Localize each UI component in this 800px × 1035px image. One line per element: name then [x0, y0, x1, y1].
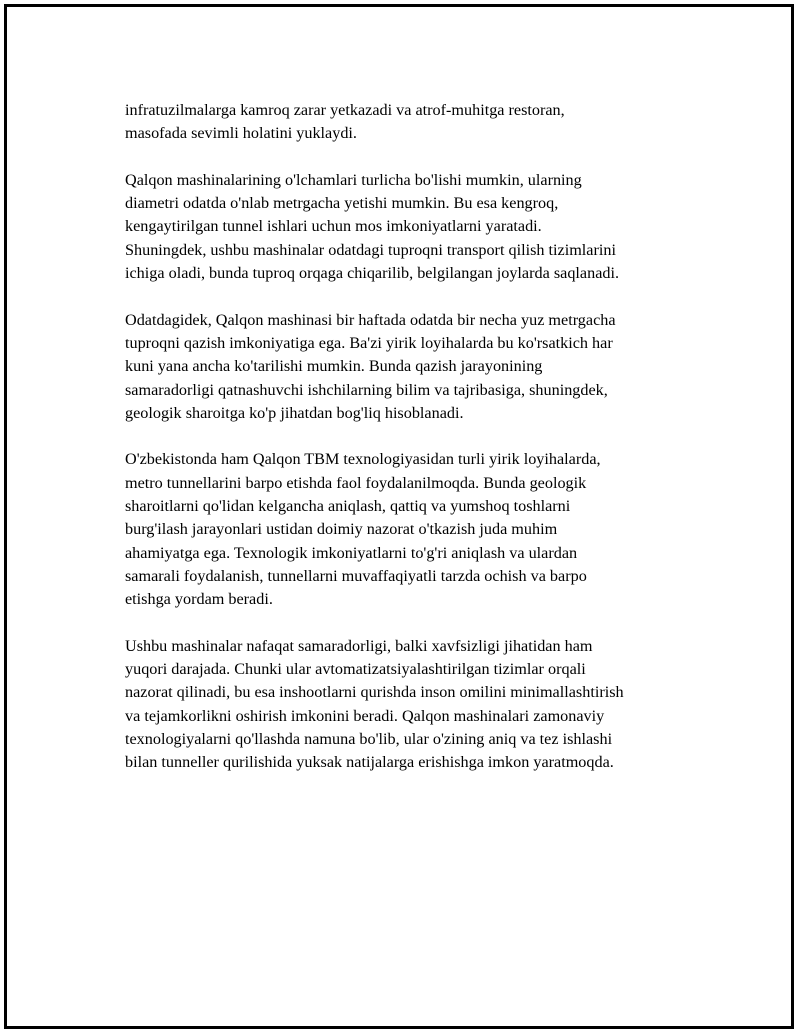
paragraph-1 [125, 99, 705, 146]
paragraph-2 [125, 169, 705, 285]
text-line: diametri odatda o'nlab metrgacha yetishi mumkin. Bu esa kengroq, [125, 194, 559, 213]
page-frame [4, 4, 794, 1029]
text-line: Ushbu mashinalar nafaqat samaradorligi, balki xavfsizligi jihatidan ham [125, 636, 593, 655]
paragraph-4 [125, 448, 705, 611]
text-line: metro tunnellarini barpo etishda faol foydalanilmoqda. Bunda geologik [125, 473, 587, 492]
text-line: ichiga oladi, bunda tuproq orqaga chiqarilib, belgilangan joylarda saqlanadi. [125, 264, 620, 283]
text-line: samarali foydalanish, tunnellarni muvaffaqiyatli tarzda ochish va barpo [125, 566, 587, 585]
paragraph-5 [125, 635, 705, 775]
text-line: samaradorligi qatnashuvchi ishchilarning bilim va tajribasiga, shuningdek, [125, 380, 608, 399]
text-line: Shuningdek, ushbu mashinalar odatdagi tuproqni transport qilish tizimlarini [125, 240, 616, 259]
text-line: sharoitlarni qo'lidan kelgancha aniqlash, qattiq va yumshoq toshlarni [125, 497, 571, 516]
text-line: bilan tunneller qurilishida yuksak natijalarga erishishga imkon yaratmoqda. [125, 753, 614, 772]
text-line: burg'ilash jarayonlari ustidan doimiy nazorat o'tkazish juda muhim [125, 520, 558, 539]
text-line: tuproqni qazish imkoniyatiga ega. Ba'zi yirik loyihalarda bu ko'rsatkich har [125, 333, 613, 352]
text-line: texnologiyalarni qo'llashda namuna bo'lib, ular o'zining aniq va tez ishlashi [125, 730, 613, 749]
text-line: ahamiyatga ega. Texnologik imkoniyatlarni to'g'ri aniqlash va ulardan [125, 543, 578, 562]
paragraph-3 [125, 309, 705, 425]
text-line: nazorat qilinadi, bu esa inshootlarni qurishda inson omilini minimallashtirish [125, 683, 624, 702]
text-line: yuqori darajada. Chunki ular avtomatizatsiyalashtirilgan tizimlar orqali [125, 660, 586, 679]
text-line: kengaytirilgan tunnel ishlari uchun mos imkoniyatlarni yaratadi. [125, 217, 542, 236]
text-line: Odatdagidek, Qalqon mashinasi bir haftada odatda bir necha yuz metrgacha [125, 310, 616, 329]
text-line: kuni yana ancha ko'tarilishi mumkin. Bunda qazish jarayonining [125, 357, 543, 376]
text-line: masofada sevimli holatini yuklaydi. [125, 124, 357, 143]
text-line: etishga yordam beradi. [125, 590, 273, 609]
text-line: O'zbekistonda ham Qalqon TBM texnologiyasidan turli yirik loyihalarda, [125, 450, 601, 469]
text-line: Qalqon mashinalarining o'lchamlari turlicha bo'lishi mumkin, ularning [125, 170, 582, 189]
text-line: va tejamkorlikni oshirish imkonini beradi. Qalqon mashinalari zamonaviy [125, 706, 605, 725]
document-body [125, 99, 705, 798]
text-line: geologik sharoitga ko'p jihatdan bog'liq hisoblanadi. [125, 403, 464, 422]
text-line: infratuzilmalarga kamroq zarar yetkazadi va atrof-muhitga restoran, [125, 101, 565, 119]
